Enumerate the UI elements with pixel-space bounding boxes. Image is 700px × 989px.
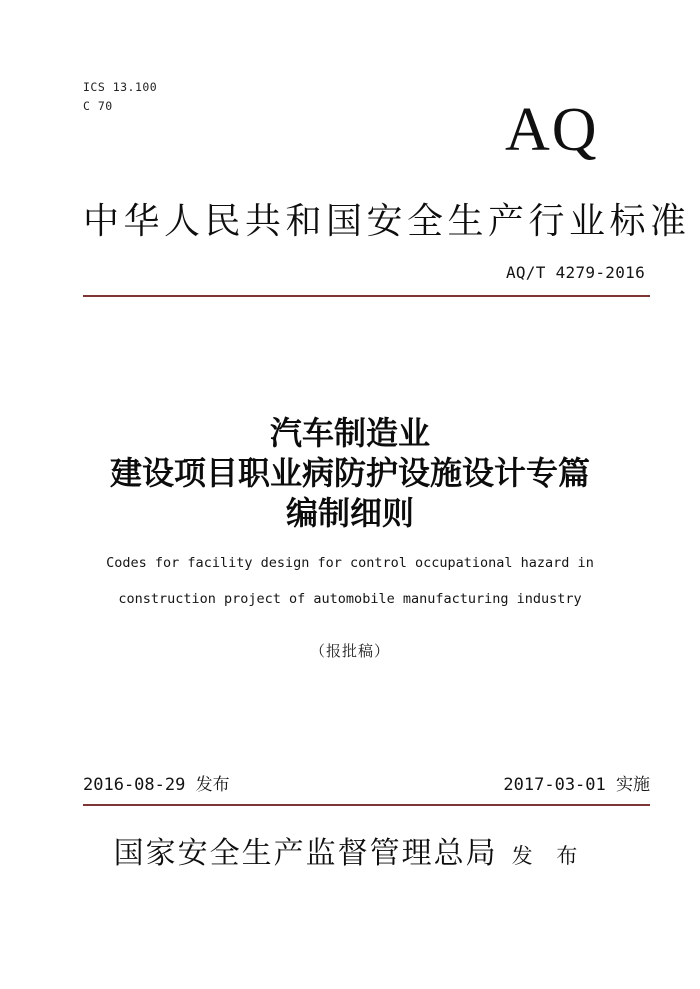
document-title-english: [0, 545, 700, 617]
issue-date: 2016-08-29 发布: [83, 775, 230, 795]
dates-row: [83, 773, 650, 797]
standard-number: AQ/T 4279-2016: [505, 263, 645, 282]
ics-classification-block: [83, 78, 157, 116]
document-title-english-line-2: construction project of automobile manufacturing industry: [118, 591, 582, 607]
document-title-english-line-1: Codes for facility design for control occupational hazard in: [106, 555, 594, 571]
header-accent-rule: [83, 295, 650, 297]
implement-date: 2017-03-01 实施: [503, 775, 650, 795]
document-title: [0, 413, 700, 533]
document-title-line-1: 汽车制造业: [269, 415, 430, 451]
standard-category-title: 中华人民共和国安全生产行业标准: [83, 200, 691, 241]
ics-code: ICS 13.100: [83, 80, 158, 94]
document-title-line-2: 建设项目职业病防护设施设计专篇: [109, 455, 590, 491]
draft-status-note: （报批稿）: [309, 644, 390, 660]
aq-standard-logo: AQ: [505, 96, 599, 164]
document-title-line-3: 编制细则: [285, 495, 414, 531]
footer-accent-rule: [83, 804, 650, 806]
publisher-row: [0, 835, 700, 873]
publisher-name: 国家安全生产监督管理总局: [113, 837, 498, 870]
publish-label: 发 布: [511, 845, 587, 868]
category-code: C 70: [83, 99, 113, 113]
